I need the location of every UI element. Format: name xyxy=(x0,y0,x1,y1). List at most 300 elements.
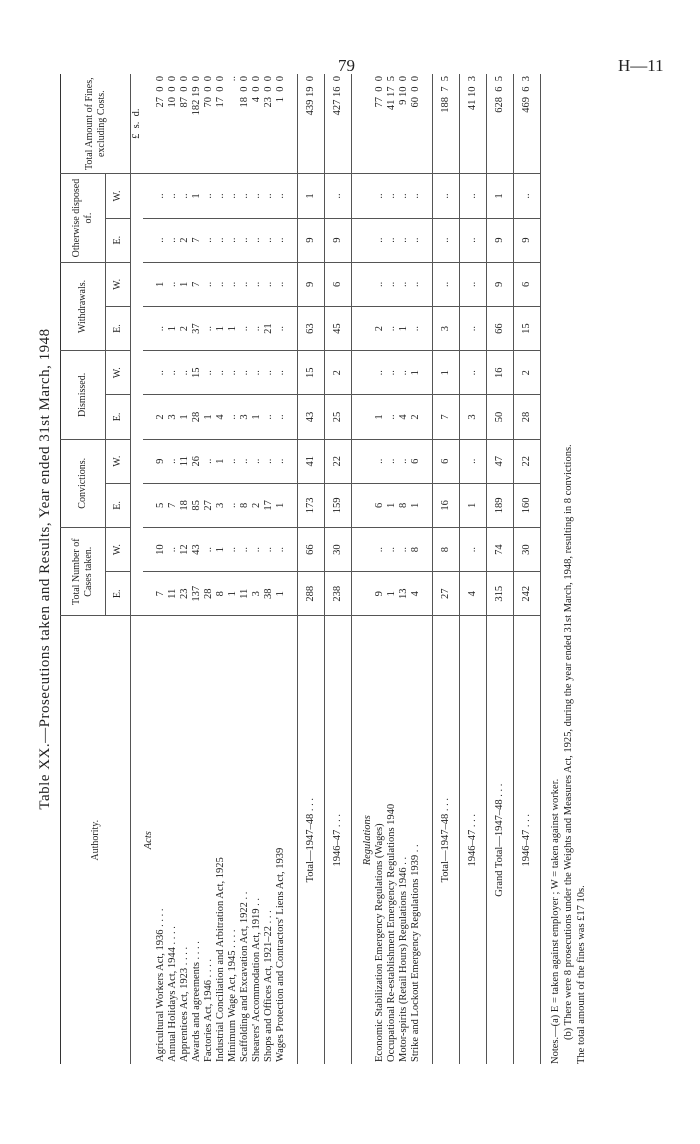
row-label: Shops and Offices Act, 1921–22 . . . xyxy=(263,910,274,1062)
cell-oe: .. xyxy=(386,218,398,262)
cell-fine: 70 0 0 xyxy=(203,74,215,174)
cell-cw: 1 xyxy=(215,439,227,483)
cell-ce: 160 xyxy=(514,483,541,527)
cell-ww: .. xyxy=(227,262,239,306)
cell-dw: 1 xyxy=(433,351,460,395)
cell-fine: 469 6 3 xyxy=(514,74,541,174)
cell-cw: 22 xyxy=(514,439,541,483)
cell-te: 242 xyxy=(514,572,541,616)
total-row xyxy=(298,74,325,1064)
row-label: Motor-spirits (Retail Hours) Regulations 1946 . . xyxy=(398,856,409,1062)
cell-fine: 18 0 0 xyxy=(239,74,251,174)
cell-ow: .. xyxy=(374,174,386,218)
page-reference: H—11 xyxy=(618,56,664,75)
cell-te: 11 xyxy=(167,572,179,616)
cell-de: 1 xyxy=(179,395,191,439)
cell-fine: 188 7 5 xyxy=(433,74,460,174)
cell-oe: 9 xyxy=(298,218,325,262)
row-label: Total—1947–48 . . . xyxy=(298,616,325,1064)
cell-cw: .. xyxy=(251,439,263,483)
cell-oe: .. xyxy=(374,218,386,262)
cell-ww: .. xyxy=(167,262,179,306)
cell-oe: .. xyxy=(227,218,239,262)
cell-te: 38 xyxy=(263,572,275,616)
cell-we: 63 xyxy=(298,306,325,350)
cell-tw: .. xyxy=(460,527,487,571)
total-row xyxy=(325,74,352,1064)
cell-fine: 60 0 0 xyxy=(410,74,422,174)
cell-oe: .. xyxy=(410,218,422,262)
cell-ce: 16 xyxy=(433,483,460,527)
cell-we: 3 xyxy=(433,306,460,350)
cell-dw: .. xyxy=(239,351,251,395)
cell-ow: .. xyxy=(155,174,167,218)
total-row xyxy=(433,74,460,1064)
row-label: Apprentices Act, 1923 . . . . xyxy=(179,946,190,1062)
note-a: Notes.—(a) E = taken against employer ; W = taken against worker. xyxy=(550,778,561,1064)
cell-tw: .. xyxy=(203,527,215,571)
cell-ce: 3 xyxy=(215,483,227,527)
cell-fine: 4 0 0 xyxy=(251,74,263,174)
cell-fine: 17 0 0 xyxy=(215,74,227,174)
cell-de: 28 xyxy=(191,395,203,439)
header-total-cases: Total Number of Cases taken. xyxy=(61,527,106,615)
cell-cw: 41 xyxy=(298,439,325,483)
cell-cw: 6 xyxy=(433,439,460,483)
header-w: W. xyxy=(106,262,131,306)
cell-de: .. xyxy=(275,395,287,439)
cell-tw: .. xyxy=(398,527,410,571)
cell-de: 7 xyxy=(433,395,460,439)
cell-ce: 8 xyxy=(239,483,251,527)
cell-te: 315 xyxy=(487,572,514,616)
cell-fine: 182 19 0 xyxy=(191,74,203,174)
cell-we: 1 xyxy=(215,306,227,350)
cell-ow: .. xyxy=(227,174,239,218)
cell-ow: .. xyxy=(167,174,179,218)
header-w: W. xyxy=(106,527,131,571)
cell-dw: 15 xyxy=(298,351,325,395)
row-label: Annual Holidays Act, 1944 . . . . xyxy=(167,926,178,1062)
header-e: E. xyxy=(106,218,131,262)
cell-fine: 27 0 0 xyxy=(155,74,167,174)
total-row xyxy=(460,74,487,1064)
cell-tw: 30 xyxy=(325,527,352,571)
cell-tw: .. xyxy=(251,527,263,571)
cell-cw: .. xyxy=(203,439,215,483)
cell-ow: .. xyxy=(203,174,215,218)
cell-cw: 22 xyxy=(325,439,352,483)
cell-de: 4 xyxy=(398,395,410,439)
cell-ww: 9 xyxy=(487,262,514,306)
cell-fine: 628 6 5 xyxy=(487,74,514,174)
cell-ow: 1 xyxy=(191,174,203,218)
cell-te: 8 xyxy=(215,572,227,616)
cell-we: .. xyxy=(386,306,398,350)
cell-ce: 27 xyxy=(203,483,215,527)
cell-ww: .. xyxy=(410,262,422,306)
section-heading-row xyxy=(362,74,374,1064)
cell-tw: .. xyxy=(386,527,398,571)
cell-de: 28 xyxy=(514,395,541,439)
cell-dw: .. xyxy=(203,351,215,395)
cell-dw: .. xyxy=(398,351,410,395)
cell-we: .. xyxy=(203,306,215,350)
cell-ow: .. xyxy=(514,174,541,218)
total-row xyxy=(514,74,541,1064)
cell-ow: .. xyxy=(460,174,487,218)
cell-tw: .. xyxy=(263,527,275,571)
cell-we: 1 xyxy=(167,306,179,350)
cell-dw: .. xyxy=(167,351,179,395)
cell-te: 28 xyxy=(203,572,215,616)
cell-cw: .. xyxy=(460,439,487,483)
cell-oe: .. xyxy=(239,218,251,262)
header-e: E. xyxy=(106,306,131,350)
header-withdrawals: Withdrawals. xyxy=(61,262,106,350)
row-label: Awards and agreements . . . . xyxy=(191,941,202,1062)
cell-ce: 6 xyxy=(374,483,386,527)
cell-cw: .. xyxy=(263,439,275,483)
cell-cw: 11 xyxy=(179,439,191,483)
row-label: Factories Act, 1946 . . . . xyxy=(203,959,214,1062)
table-row xyxy=(227,74,239,1064)
cell-te: 23 xyxy=(179,572,191,616)
cell-ow: .. xyxy=(398,174,410,218)
cell-de: 3 xyxy=(239,395,251,439)
fine-units: £ s. d. xyxy=(131,74,144,174)
cell-we: .. xyxy=(155,306,167,350)
cell-dw: .. xyxy=(227,351,239,395)
cell-oe: 7 xyxy=(191,218,203,262)
cell-de: 2 xyxy=(410,395,422,439)
cell-dw: 2 xyxy=(325,351,352,395)
table-row xyxy=(386,74,398,1064)
cell-ce: 1 xyxy=(410,483,422,527)
cell-ww: .. xyxy=(433,262,460,306)
cell-de: 2 xyxy=(155,395,167,439)
cell-oe: .. xyxy=(155,218,167,262)
cell-fine: 87 0 0 xyxy=(179,74,191,174)
cell-fine: 9 10 0 xyxy=(398,74,410,174)
cell-de: 43 xyxy=(298,395,325,439)
cell-tw: .. xyxy=(275,527,287,571)
cell-ow: .. xyxy=(215,174,227,218)
row-label: Economic Stabilization Emergency Regulations (Wages) xyxy=(374,823,385,1062)
cell-ce: .. xyxy=(227,483,239,527)
cell-te: 1 xyxy=(386,572,398,616)
cell-dw: .. xyxy=(275,351,287,395)
cell-we: 21 xyxy=(263,306,275,350)
section-heading: Acts xyxy=(143,831,154,850)
cell-te: 11 xyxy=(239,572,251,616)
cell-we: .. xyxy=(251,306,263,350)
cell-te: 1 xyxy=(227,572,239,616)
cell-oe: .. xyxy=(460,218,487,262)
cell-ce: 173 xyxy=(298,483,325,527)
cell-te: 1 xyxy=(275,572,287,616)
row-label: Shearers' Accommodation Act, 1919 . . xyxy=(251,897,262,1062)
cell-ow: .. xyxy=(251,174,263,218)
table-row xyxy=(374,74,386,1064)
cell-ce: 18 xyxy=(179,483,191,527)
cell-te: 7 xyxy=(155,572,167,616)
cell-te: 4 xyxy=(460,572,487,616)
cell-ww: .. xyxy=(398,262,410,306)
row-label: 1946–47 . . . xyxy=(325,616,352,1064)
cell-tw: 10 xyxy=(155,527,167,571)
section-heading: Regulations xyxy=(362,815,373,866)
row-label: Scaffolding and Excavation Act, 1922 . . xyxy=(239,891,250,1062)
cell-ow: .. xyxy=(410,174,422,218)
cell-cw: .. xyxy=(167,439,179,483)
header-convictions: Convictions. xyxy=(61,439,106,527)
cell-ww: .. xyxy=(275,262,287,306)
cell-de: 1 xyxy=(374,395,386,439)
total-row xyxy=(487,74,514,1064)
table-row xyxy=(263,74,275,1064)
note-c: The total amount of the fines was £17 10s. xyxy=(576,885,587,1064)
cell-oe: .. xyxy=(433,218,460,262)
cell-ow: 1 xyxy=(487,174,514,218)
cell-ce: 1 xyxy=(386,483,398,527)
cell-tw: .. xyxy=(227,527,239,571)
cell-de: .. xyxy=(263,395,275,439)
cell-ww: .. xyxy=(215,262,227,306)
cell-fine: 23 0 0 xyxy=(263,74,275,174)
cell-cw: .. xyxy=(275,439,287,483)
row-label: Industrial Conciliation and Arbitration Act, 1925 xyxy=(215,857,226,1062)
row-label: Total—1947–48 . . . xyxy=(433,616,460,1064)
header-otherwise: Otherwise disposed of. xyxy=(61,174,106,262)
cell-ce: 17 xyxy=(263,483,275,527)
cell-tw: .. xyxy=(374,527,386,571)
cell-dw: .. xyxy=(179,351,191,395)
header-e: E. xyxy=(106,572,131,616)
cell-te: 137 xyxy=(191,572,203,616)
cell-we: 1 xyxy=(227,306,239,350)
cell-fine: 1 0 0 xyxy=(275,74,287,174)
cell-tw: 66 xyxy=(298,527,325,571)
cell-ce: 189 xyxy=(487,483,514,527)
cell-dw: .. xyxy=(374,351,386,395)
cell-we: 1 xyxy=(398,306,410,350)
cell-we: 2 xyxy=(179,306,191,350)
cell-ce: 1 xyxy=(275,483,287,527)
cell-we: 15 xyxy=(514,306,541,350)
cell-dw: 16 xyxy=(487,351,514,395)
cell-ce: 159 xyxy=(325,483,352,527)
cell-oe: .. xyxy=(251,218,263,262)
cell-oe: 9 xyxy=(487,218,514,262)
cell-ow: .. xyxy=(275,174,287,218)
cell-tw: 1 xyxy=(215,527,227,571)
table-body xyxy=(131,74,541,1064)
section-heading-row xyxy=(143,74,155,1064)
cell-dw: .. xyxy=(460,351,487,395)
cell-cw: 26 xyxy=(191,439,203,483)
header-fines: Total Amount of Fines, excluding Costs. xyxy=(61,74,131,174)
cell-de: 1 xyxy=(203,395,215,439)
cell-te: 288 xyxy=(298,572,325,616)
cell-cw: .. xyxy=(374,439,386,483)
cell-oe: .. xyxy=(203,218,215,262)
header-dismissed: Dismissed. xyxy=(61,351,106,439)
cell-ce: 8 xyxy=(398,483,410,527)
cell-de: 1 xyxy=(251,395,263,439)
cell-we: 2 xyxy=(374,306,386,350)
cell-fine: 77 0 0 xyxy=(374,74,386,174)
table-row xyxy=(410,74,422,1064)
cell-cw: 47 xyxy=(487,439,514,483)
cell-dw: 2 xyxy=(514,351,541,395)
cell-ce: 5 xyxy=(155,483,167,527)
cell-dw: .. xyxy=(386,351,398,395)
cell-ww: 9 xyxy=(298,262,325,306)
header-e: E. xyxy=(106,483,131,527)
cell-we: .. xyxy=(275,306,287,350)
note-b: (b) There were 8 prosecutions under the Weights and Measures Act, 1925, during the year ended 31st March, 1948, resulting in 8 convictions. xyxy=(563,444,574,1040)
row-label: Occupational Re-establishment Emergency Regulations 1940 xyxy=(386,803,397,1062)
cell-dw: .. xyxy=(263,351,275,395)
cell-cw: .. xyxy=(386,439,398,483)
cell-ow: .. xyxy=(325,174,352,218)
table-row xyxy=(251,74,263,1064)
cell-de: 3 xyxy=(167,395,179,439)
cell-ww: 7 xyxy=(191,262,203,306)
cell-fine: 41 17 5 xyxy=(386,74,398,174)
cell-cw: .. xyxy=(227,439,239,483)
cell-te: 4 xyxy=(410,572,422,616)
cell-ce: 2 xyxy=(251,483,263,527)
cell-tw: 74 xyxy=(487,527,514,571)
cell-ow: .. xyxy=(179,174,191,218)
row-label: Strike and Lockout Emergency Regulations 1939 . . xyxy=(410,844,421,1062)
cell-ce: 85 xyxy=(191,483,203,527)
cell-we: .. xyxy=(460,306,487,350)
rotated-table-region xyxy=(30,74,670,1064)
cell-oe: .. xyxy=(398,218,410,262)
cell-de: 4 xyxy=(215,395,227,439)
table-row xyxy=(398,74,410,1064)
cell-dw: .. xyxy=(155,351,167,395)
cell-dw: .. xyxy=(215,351,227,395)
prosecutions-table xyxy=(60,74,541,1064)
cell-de: 25 xyxy=(325,395,352,439)
cell-oe: .. xyxy=(263,218,275,262)
row-label: Wages Protection and Contractors' Liens Act, 1939 xyxy=(275,847,286,1062)
cell-we: 45 xyxy=(325,306,352,350)
row-label: 1946–47 . . . xyxy=(514,616,541,1064)
row-label: Minimum Wage Act, 1945 . . . . xyxy=(227,929,238,1062)
table-title: Table XX.—Prosecutions taken and Results, Year ended 31st March, 1948 xyxy=(37,328,53,810)
cell-ww: .. xyxy=(460,262,487,306)
cell-ww: .. xyxy=(374,262,386,306)
cell-dw: .. xyxy=(251,351,263,395)
cell-tw: .. xyxy=(167,527,179,571)
cell-tw: 8 xyxy=(410,527,422,571)
table-row xyxy=(167,74,179,1064)
cell-oe: .. xyxy=(275,218,287,262)
cell-ow: .. xyxy=(386,174,398,218)
cell-ww: .. xyxy=(251,262,263,306)
cell-cw: 9 xyxy=(155,439,167,483)
cell-tw: .. xyxy=(239,527,251,571)
cell-fine: 10 0 0 xyxy=(167,74,179,174)
cell-dw: 15 xyxy=(191,351,203,395)
table-row xyxy=(179,74,191,1064)
table-row xyxy=(275,74,287,1064)
cell-ww: .. xyxy=(239,262,251,306)
cell-ce: 7 xyxy=(167,483,179,527)
row-label: Agricultural Workers Act, 1936 . . . . xyxy=(155,908,166,1062)
cell-te: 9 xyxy=(374,572,386,616)
row-label: Grand Total—1947–48 . . . xyxy=(487,616,514,1064)
cell-ww: 1 xyxy=(179,262,191,306)
cell-we: .. xyxy=(410,306,422,350)
cell-fine: 439 19 0 xyxy=(298,74,325,174)
cell-oe: 9 xyxy=(514,218,541,262)
cell-de: .. xyxy=(386,395,398,439)
cell-fine: .. xyxy=(227,74,239,174)
cell-tw: 8 xyxy=(433,527,460,571)
cell-te: 3 xyxy=(251,572,263,616)
header-w: W. xyxy=(106,174,131,218)
cell-cw: .. xyxy=(239,439,251,483)
cell-ww: .. xyxy=(386,262,398,306)
cell-ow: .. xyxy=(239,174,251,218)
cell-tw: 43 xyxy=(191,527,203,571)
cell-ow: .. xyxy=(433,174,460,218)
cell-te: 27 xyxy=(433,572,460,616)
cell-te: 238 xyxy=(325,572,352,616)
cell-ww: .. xyxy=(203,262,215,306)
cell-ow: 1 xyxy=(298,174,325,218)
cell-de: 50 xyxy=(487,395,514,439)
cell-de: .. xyxy=(227,395,239,439)
cell-de: 3 xyxy=(460,395,487,439)
cell-oe: .. xyxy=(215,218,227,262)
header-w: W. xyxy=(106,439,131,483)
header-w: W. xyxy=(106,351,131,395)
row-label: 1946–47 . . . xyxy=(460,616,487,1064)
cell-oe: .. xyxy=(167,218,179,262)
cell-cw: .. xyxy=(398,439,410,483)
cell-tw: 30 xyxy=(514,527,541,571)
table-row xyxy=(215,74,227,1064)
cell-we: .. xyxy=(239,306,251,350)
cell-ow: .. xyxy=(263,174,275,218)
header-e: E. xyxy=(106,395,131,439)
cell-tw: 12 xyxy=(179,527,191,571)
table-row xyxy=(203,74,215,1064)
cell-fine: 427 16 0 xyxy=(325,74,352,174)
table-row xyxy=(239,74,251,1064)
cell-cw: 6 xyxy=(410,439,422,483)
cell-we: 37 xyxy=(191,306,203,350)
cell-oe: 2 xyxy=(179,218,191,262)
cell-te: 13 xyxy=(398,572,410,616)
cell-ww: 1 xyxy=(155,262,167,306)
cell-ww: .. xyxy=(263,262,275,306)
page-number: 79 xyxy=(338,56,355,75)
table-row xyxy=(155,74,167,1064)
cell-we: 66 xyxy=(487,306,514,350)
cell-ww: 6 xyxy=(514,262,541,306)
cell-ce: 1 xyxy=(460,483,487,527)
table-notes xyxy=(549,74,588,1064)
cell-dw: 1 xyxy=(410,351,422,395)
